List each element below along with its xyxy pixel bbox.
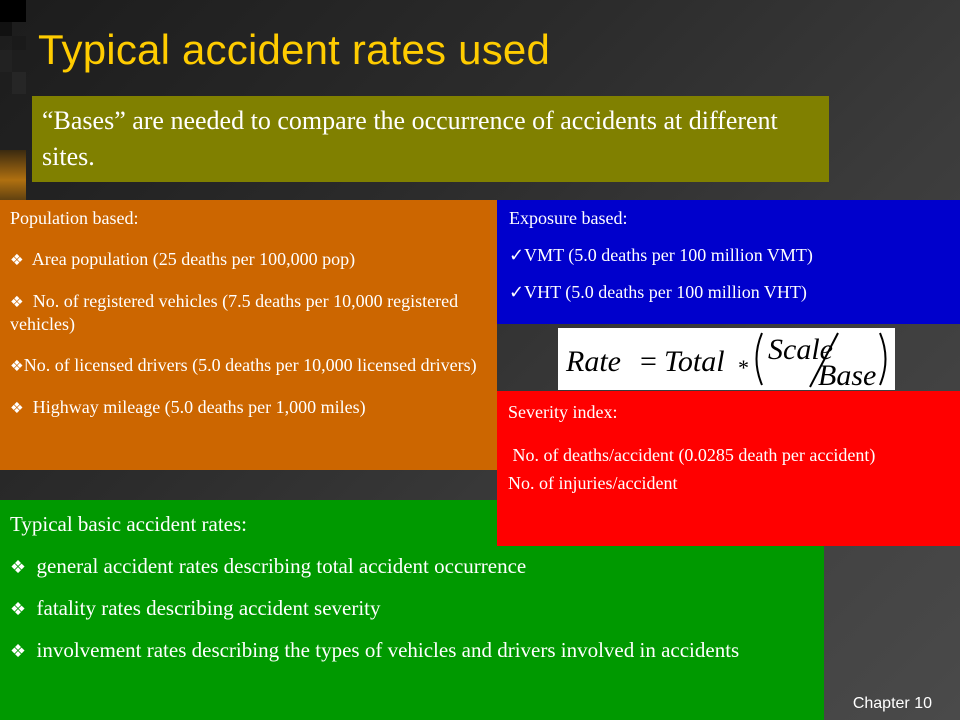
decor-square [0, 50, 12, 72]
population-item-text: No. of licensed drivers (5.0 deaths per 10,000 licensed drivers) [23, 355, 477, 375]
decor-square [12, 36, 26, 50]
decor-square [0, 0, 26, 22]
population-header: Population based: [10, 208, 139, 228]
formula-equals: = [639, 345, 657, 378]
diamond-bullet-icon: ❖ [10, 557, 26, 578]
severity-item-text: No. of deaths/accident (0.0285 death per accident) [512, 445, 876, 465]
diamond-bullet-icon: ❖ [10, 399, 24, 417]
severity-header: Severity index: [508, 402, 618, 422]
population-item [10, 354, 487, 377]
exposure-based-panel [497, 200, 960, 324]
basic-item [10, 594, 814, 624]
population-item-text: Highway mileage (5.0 deaths per 1,000 miles) [32, 397, 366, 417]
basic-item [10, 552, 814, 582]
diamond-bullet-icon: ❖ [10, 641, 26, 662]
slide-title: Typical accident rates used [38, 26, 551, 73]
severity-item [508, 473, 950, 494]
formula-left-paren [756, 333, 762, 385]
population-item [10, 290, 487, 335]
population-item-text: Area population (25 deaths per 100,000 pop) [31, 249, 356, 269]
basic-item-text: general accident rates describing total accident occurrence [36, 554, 527, 578]
formula-times: * [737, 355, 749, 380]
population-item [10, 248, 487, 271]
decor-square [0, 22, 12, 36]
population-based-panel [0, 200, 497, 470]
population-item [10, 396, 487, 419]
basic-item-text: involvement rates describing the types of vehicles and drivers involved in accidents [36, 638, 740, 662]
diamond-bullet-icon: ❖ [10, 251, 24, 269]
exposure-item [509, 282, 950, 303]
exposure-item [509, 245, 950, 266]
formula-right-paren [880, 333, 886, 385]
rate-formula-equation [562, 329, 892, 389]
exposure-item-text: VMT (5.0 deaths per 100 million VMT) [524, 245, 813, 265]
decor-square [12, 72, 26, 94]
diamond-bullet-icon: ❖ [10, 357, 24, 375]
checkmark-icon: ✓ [509, 282, 525, 303]
rate-formula [558, 328, 895, 390]
bases-callout: “Bases” are needed to compare the occurrence of accidents at different sites. [32, 96, 829, 182]
basic-header: Typical basic accident rates: [10, 512, 247, 536]
exposure-item-text: VHT (5.0 deaths per 100 million VHT) [524, 282, 807, 302]
formula-base: Base [817, 359, 876, 389]
formula-scale: Scale [767, 333, 833, 366]
chapter-footer: Chapter 10 [852, 695, 932, 712]
severity-index-panel [497, 391, 960, 546]
basic-item-text: fatality rates describing accident severity [36, 596, 381, 620]
checkmark-icon: ✓ [509, 245, 525, 266]
exposure-header: Exposure based: [509, 208, 628, 228]
diamond-bullet-icon: ❖ [10, 293, 24, 311]
severity-item [508, 440, 950, 471]
diamond-bullet-icon: ❖ [10, 599, 26, 620]
formula-lhs: Rate [565, 345, 621, 378]
formula-total: Total [663, 345, 725, 378]
basic-item [10, 636, 814, 666]
population-item-text: No. of registered vehicles (7.5 deaths per 10,000 registered vehicles) [10, 291, 459, 334]
severity-item-text: No. of injuries/accident [508, 473, 678, 493]
